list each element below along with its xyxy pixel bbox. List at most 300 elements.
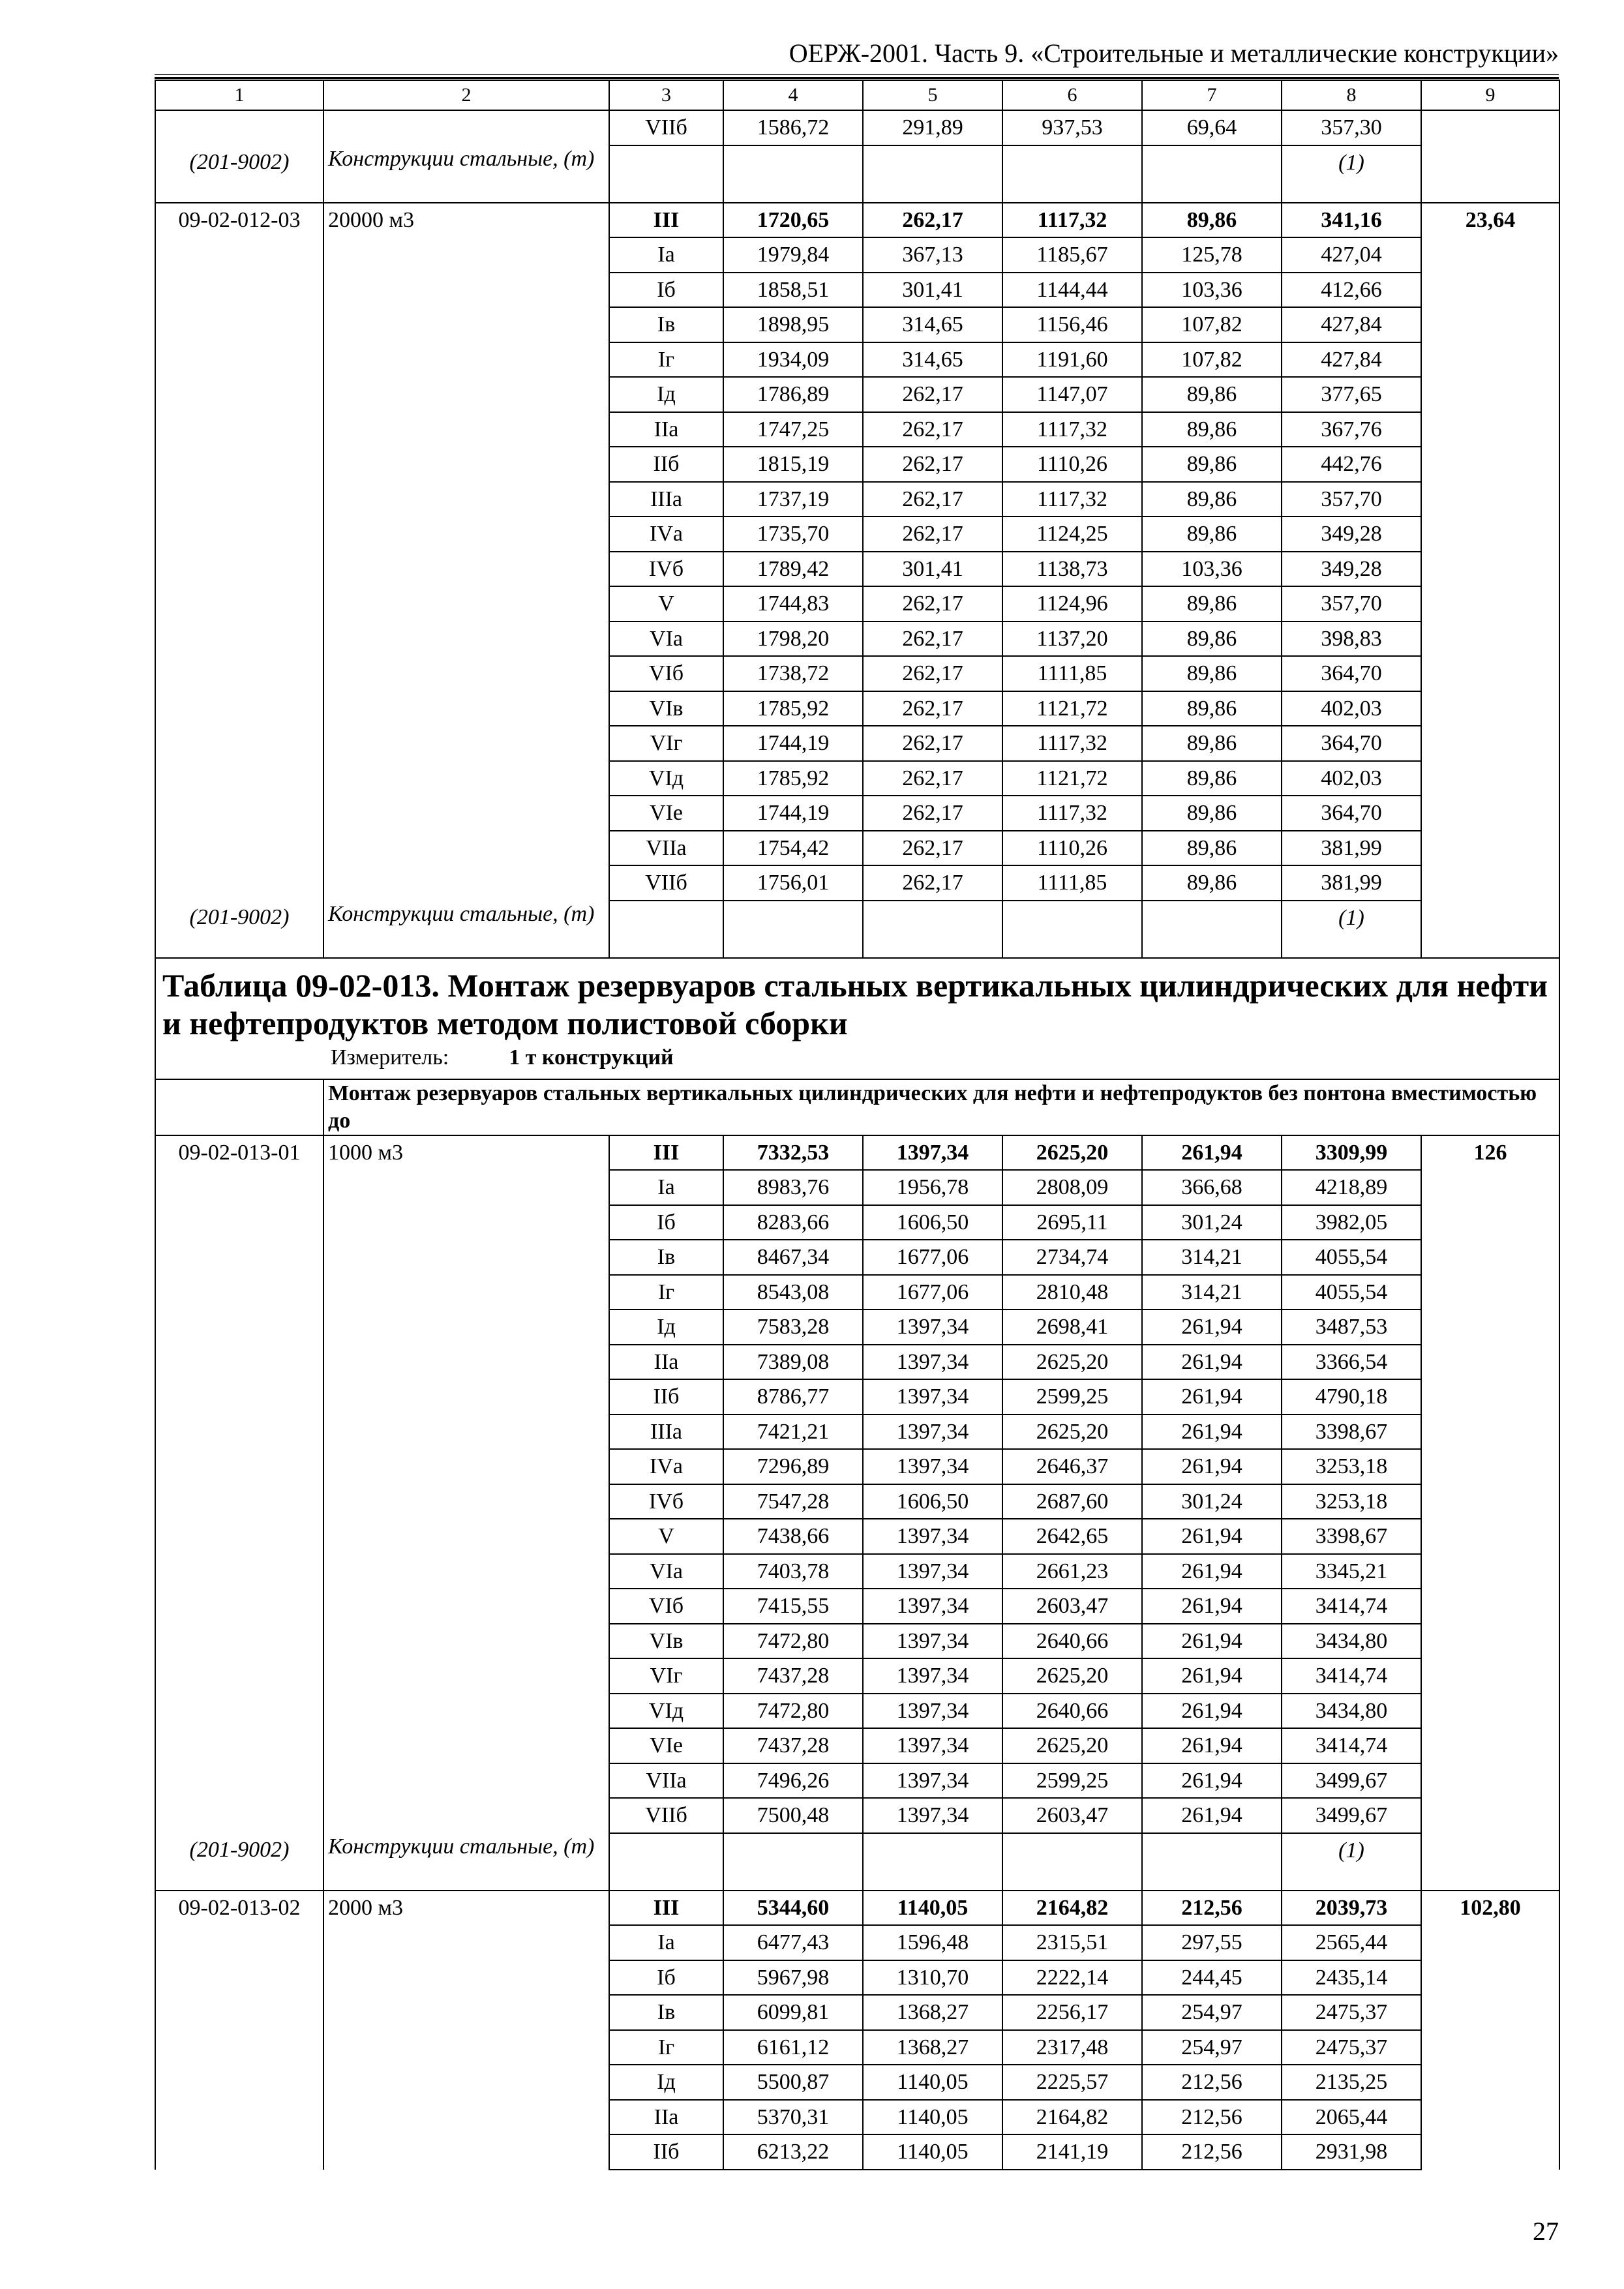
value-cell: 7438,66 xyxy=(723,1519,863,1554)
code-cell xyxy=(155,691,323,726)
zone-cell: Iг xyxy=(609,342,723,378)
zone-cell: Iб xyxy=(609,1960,723,1996)
c9-cell xyxy=(1421,1309,1559,1345)
value-cell: 1785,92 xyxy=(723,691,863,726)
value-cell: 89,86 xyxy=(1142,761,1282,796)
table-row xyxy=(155,1624,1559,1659)
c9-cell: 23,64 xyxy=(1421,203,1559,238)
c9-cell xyxy=(1421,1345,1559,1380)
c9-cell xyxy=(1421,342,1559,378)
empty-cell xyxy=(723,145,863,203)
value-cell: 1397,34 xyxy=(863,1135,1002,1171)
value-cell: 301,41 xyxy=(863,552,1002,587)
value-cell: 2625,20 xyxy=(1002,1728,1142,1763)
code-cell xyxy=(155,2030,323,2065)
name-cell xyxy=(323,1798,609,1833)
value-cell: 314,21 xyxy=(1142,1275,1282,1310)
zone-cell: VIа xyxy=(609,1554,723,1589)
code-cell: 09-02-013-01 xyxy=(155,1135,323,1171)
c9-cell xyxy=(1421,1449,1559,1484)
value-cell: 7500,48 xyxy=(723,1798,863,1833)
value-cell: 1754,42 xyxy=(723,831,863,866)
value-cell: 89,86 xyxy=(1142,621,1282,657)
value-cell: 2475,37 xyxy=(1282,2030,1421,2065)
empty-cell xyxy=(1002,1833,1142,1891)
name-cell xyxy=(323,761,609,796)
value-cell: 1156,46 xyxy=(1002,307,1142,342)
value-cell: 3398,67 xyxy=(1282,1519,1421,1554)
value-cell: 341,16 xyxy=(1282,203,1421,238)
value-cell: 89,86 xyxy=(1142,726,1282,761)
material-name: Конструкции стальные, (т) xyxy=(323,145,609,203)
value-cell: 3309,99 xyxy=(1282,1135,1421,1171)
value-cell: 261,94 xyxy=(1142,1728,1282,1763)
c9-cell xyxy=(1421,1833,1559,1891)
name-cell xyxy=(323,1960,609,1996)
value-cell: 349,28 xyxy=(1282,552,1421,587)
value-cell: 364,70 xyxy=(1282,656,1421,691)
zone-cell: VIIб xyxy=(609,865,723,901)
code-cell xyxy=(155,1798,323,1833)
c9-cell: 126 xyxy=(1421,1135,1559,1171)
name-cell xyxy=(323,2100,609,2135)
zone-cell: VIIа xyxy=(609,1763,723,1799)
table-row xyxy=(155,1891,1559,1926)
code-cell xyxy=(155,1345,323,1380)
value-cell: 262,17 xyxy=(863,761,1002,796)
value-cell: 3499,67 xyxy=(1282,1763,1421,1799)
value-cell: 398,83 xyxy=(1282,621,1421,657)
value-cell: 2661,23 xyxy=(1002,1554,1142,1589)
value-cell: 7415,55 xyxy=(723,1589,863,1624)
code-cell xyxy=(155,110,323,145)
c9-cell xyxy=(1421,1240,1559,1275)
value-cell: 6161,12 xyxy=(723,2030,863,2065)
value-cell: 2435,14 xyxy=(1282,1960,1421,1996)
name-cell: 1000 м3 xyxy=(323,1135,609,1171)
value-cell: 402,03 xyxy=(1282,691,1421,726)
material-name: Конструкции стальные, (т) xyxy=(323,901,609,958)
code-cell xyxy=(155,1658,323,1694)
table-row xyxy=(155,1960,1559,1996)
value-cell: 1786,89 xyxy=(723,377,863,412)
value-cell: 937,53 xyxy=(1002,110,1142,145)
value-cell: 1979,84 xyxy=(723,237,863,273)
table-title: Таблица 09-02-013. Монтаж резервуаров стальных вертикальных цилиндрических для нефти и нефтепродуктов методом полистовой сборки xyxy=(162,966,1548,1041)
value-cell: 89,86 xyxy=(1142,447,1282,482)
table-row xyxy=(155,1694,1559,1729)
value-cell: 262,17 xyxy=(863,691,1002,726)
value-cell: 261,94 xyxy=(1142,1414,1282,1450)
code-cell xyxy=(155,2100,323,2135)
table-row xyxy=(155,691,1559,726)
code-cell xyxy=(155,761,323,796)
value-cell: 357,70 xyxy=(1282,586,1421,621)
value-cell: 1310,70 xyxy=(863,1960,1002,1996)
table-row xyxy=(155,2065,1559,2100)
value-cell: 1140,05 xyxy=(863,2065,1002,2100)
value-cell: 349,28 xyxy=(1282,516,1421,552)
value-cell: 2475,37 xyxy=(1282,1995,1421,2030)
code-cell: 09-02-012-03 xyxy=(155,203,323,238)
zone-cell: V xyxy=(609,1519,723,1554)
value-cell: 1124,96 xyxy=(1002,586,1142,621)
value-cell: 2603,47 xyxy=(1002,1798,1142,1833)
value-cell: 402,03 xyxy=(1282,761,1421,796)
value-cell: 69,64 xyxy=(1142,110,1282,145)
value-cell: 262,17 xyxy=(863,447,1002,482)
value-cell: 4790,18 xyxy=(1282,1379,1421,1414)
code-cell xyxy=(155,1240,323,1275)
table-row xyxy=(155,377,1559,412)
section-header xyxy=(155,958,1559,1079)
code-cell xyxy=(155,1995,323,2030)
value-cell: 367,13 xyxy=(863,237,1002,273)
c9-cell xyxy=(1421,865,1559,901)
value-cell: 381,99 xyxy=(1282,865,1421,901)
name-cell xyxy=(323,1763,609,1799)
value-cell: 1144,44 xyxy=(1002,273,1142,308)
empty-cell xyxy=(609,145,723,203)
value-cell: 297,55 xyxy=(1142,1925,1282,1960)
value-cell: 1121,72 xyxy=(1002,761,1142,796)
value-cell: 261,94 xyxy=(1142,1589,1282,1624)
value-cell: 3487,53 xyxy=(1282,1309,1421,1345)
value-cell: 367,76 xyxy=(1282,412,1421,447)
zone-cell: IIа xyxy=(609,1345,723,1380)
value-cell: 4055,54 xyxy=(1282,1240,1421,1275)
name-cell xyxy=(323,831,609,866)
value-cell: 6477,43 xyxy=(723,1925,863,1960)
value-cell: 1397,34 xyxy=(863,1449,1002,1484)
c9-cell xyxy=(1421,2030,1559,2065)
c9-cell xyxy=(1421,1763,1559,1799)
value-cell: 8283,66 xyxy=(723,1205,863,1240)
table-row xyxy=(155,1658,1559,1694)
code-cell xyxy=(155,2134,323,2170)
value-cell: 2625,20 xyxy=(1002,1658,1142,1694)
value-cell: 89,86 xyxy=(1142,482,1282,517)
value-cell: 1744,19 xyxy=(723,796,863,831)
value-cell: 262,17 xyxy=(863,203,1002,238)
zone-cell: VIг xyxy=(609,1658,723,1694)
value-cell: 261,94 xyxy=(1142,1658,1282,1694)
value-cell: 412,66 xyxy=(1282,273,1421,308)
code-cell xyxy=(155,342,323,378)
name-cell xyxy=(323,1728,609,1763)
table-row xyxy=(155,1345,1559,1380)
value-cell: 2599,25 xyxy=(1002,1763,1142,1799)
code-cell xyxy=(155,1449,323,1484)
value-cell: 1789,42 xyxy=(723,552,863,587)
value-cell: 1397,34 xyxy=(863,1554,1002,1589)
zone-cell: VIIб xyxy=(609,110,723,145)
value-cell: 2225,57 xyxy=(1002,2065,1142,2100)
c9-cell xyxy=(1421,2100,1559,2135)
zone-cell: IIб xyxy=(609,447,723,482)
column-number: 1 xyxy=(155,80,323,110)
material-name: Конструкции стальные, (т) xyxy=(323,1833,609,1891)
column-number: 7 xyxy=(1142,80,1282,110)
code-cell xyxy=(155,621,323,657)
value-cell: 2565,44 xyxy=(1282,1925,1421,1960)
name-cell xyxy=(323,1414,609,1450)
c9-cell xyxy=(1421,691,1559,726)
zone-cell: IIIа xyxy=(609,482,723,517)
material-qty: (1) xyxy=(1282,145,1421,203)
value-cell: 2065,44 xyxy=(1282,2100,1421,2135)
value-cell: 1798,20 xyxy=(723,621,863,657)
value-cell: 261,94 xyxy=(1142,1694,1282,1729)
table-row xyxy=(155,586,1559,621)
c9-cell xyxy=(1421,1484,1559,1519)
table-row xyxy=(155,2030,1559,2065)
table-row xyxy=(155,901,1559,958)
value-cell: 254,97 xyxy=(1142,1995,1282,2030)
value-cell: 301,41 xyxy=(863,273,1002,308)
value-cell: 262,17 xyxy=(863,482,1002,517)
value-cell: 1397,34 xyxy=(863,1345,1002,1380)
zone-cell: Iа xyxy=(609,1925,723,1960)
value-cell: 427,04 xyxy=(1282,237,1421,273)
value-cell: 2222,14 xyxy=(1002,1960,1142,1996)
c9-cell xyxy=(1421,1205,1559,1240)
c9-cell xyxy=(1421,273,1559,308)
zone-cell: IVа xyxy=(609,1449,723,1484)
zone-cell: Iв xyxy=(609,1240,723,1275)
value-cell: 7437,28 xyxy=(723,1728,863,1763)
value-cell: 1140,05 xyxy=(863,2134,1002,2170)
value-cell: 1720,65 xyxy=(723,203,863,238)
zone-cell: VIв xyxy=(609,691,723,726)
value-cell: 262,17 xyxy=(863,831,1002,866)
table-row xyxy=(155,726,1559,761)
value-cell: 1191,60 xyxy=(1002,342,1142,378)
c9-cell xyxy=(1421,145,1559,203)
c9-cell xyxy=(1421,1554,1559,1589)
value-cell: 3398,67 xyxy=(1282,1414,1421,1450)
value-cell: 262,17 xyxy=(863,377,1002,412)
header-rule xyxy=(155,74,1559,79)
name-cell xyxy=(323,482,609,517)
value-cell: 1815,19 xyxy=(723,447,863,482)
table-row xyxy=(155,342,1559,378)
zone-cell: IIIа xyxy=(609,1414,723,1450)
zone-cell: VIв xyxy=(609,1624,723,1659)
value-cell: 2625,20 xyxy=(1002,1345,1142,1380)
value-cell: 2625,20 xyxy=(1002,1414,1142,1450)
c9-cell xyxy=(1421,412,1559,447)
c9-cell xyxy=(1421,1960,1559,1996)
column-number: 6 xyxy=(1002,80,1142,110)
empty-cell xyxy=(1002,901,1142,958)
table-row xyxy=(155,1484,1559,1519)
zone-cell: Iа xyxy=(609,1170,723,1205)
value-cell: 1744,83 xyxy=(723,586,863,621)
value-cell: 1397,34 xyxy=(863,1414,1002,1450)
code-cell xyxy=(155,865,323,901)
page-number: 27 xyxy=(1533,2217,1559,2246)
value-cell: 7403,78 xyxy=(723,1554,863,1589)
value-cell: 262,17 xyxy=(863,586,1002,621)
c9-cell xyxy=(1421,621,1559,657)
value-cell: 1117,32 xyxy=(1002,412,1142,447)
zone-cell: IIб xyxy=(609,1379,723,1414)
value-cell: 1121,72 xyxy=(1002,691,1142,726)
value-cell: 7547,28 xyxy=(723,1484,863,1519)
c9-cell xyxy=(1421,307,1559,342)
zone-cell: IIа xyxy=(609,412,723,447)
value-cell: 1735,70 xyxy=(723,516,863,552)
value-cell: 3434,80 xyxy=(1282,1694,1421,1729)
name-cell xyxy=(323,1170,609,1205)
zone-cell: IIа xyxy=(609,2100,723,2135)
table-row xyxy=(155,516,1559,552)
value-cell: 1397,34 xyxy=(863,1379,1002,1414)
code-cell xyxy=(155,1309,323,1345)
value-cell: 1785,92 xyxy=(723,761,863,796)
value-cell: 107,82 xyxy=(1142,342,1282,378)
code-cell xyxy=(155,552,323,587)
value-cell: 262,17 xyxy=(863,412,1002,447)
value-cell: 314,65 xyxy=(863,307,1002,342)
value-cell: 2646,37 xyxy=(1002,1449,1142,1484)
value-cell: 261,94 xyxy=(1142,1519,1282,1554)
value-cell: 1397,34 xyxy=(863,1694,1002,1729)
value-cell: 4218,89 xyxy=(1282,1170,1421,1205)
value-cell: 1606,50 xyxy=(863,1484,1002,1519)
name-cell xyxy=(323,307,609,342)
value-cell: 125,78 xyxy=(1142,237,1282,273)
value-cell: 291,89 xyxy=(863,110,1002,145)
subheading: Монтаж резервуаров стальных вертикальных цилиндрических для нефти и нефтепродуктов без понтона вместимостью до xyxy=(323,1079,1559,1135)
value-cell: 261,94 xyxy=(1142,1798,1282,1833)
table-row xyxy=(155,656,1559,691)
c9-cell xyxy=(1421,1589,1559,1624)
code-cell xyxy=(155,1414,323,1450)
code-cell xyxy=(155,1275,323,1310)
value-cell: 3345,21 xyxy=(1282,1554,1421,1589)
zone-cell: III xyxy=(609,1891,723,1926)
value-cell: 262,17 xyxy=(863,726,1002,761)
value-cell: 254,97 xyxy=(1142,2030,1282,2065)
table-row xyxy=(155,958,1559,1079)
value-cell: 1858,51 xyxy=(723,273,863,308)
table-row xyxy=(155,447,1559,482)
value-cell: 1117,32 xyxy=(1002,482,1142,517)
material-qty: (1) xyxy=(1282,901,1421,958)
zone-cell: VIб xyxy=(609,1589,723,1624)
value-cell: 1140,05 xyxy=(863,2100,1002,2135)
value-cell: 244,45 xyxy=(1142,1960,1282,1996)
name-cell: 2000 м3 xyxy=(323,1891,609,1926)
value-cell: 4055,54 xyxy=(1282,1275,1421,1310)
value-cell: 3434,80 xyxy=(1282,1624,1421,1659)
value-cell: 1397,34 xyxy=(863,1658,1002,1694)
value-cell: 3982,05 xyxy=(1282,1205,1421,1240)
value-cell: 2603,47 xyxy=(1002,1589,1142,1624)
name-cell xyxy=(323,2134,609,2170)
c9-cell xyxy=(1421,1925,1559,1960)
value-cell: 1744,19 xyxy=(723,726,863,761)
zone-cell: VIIа xyxy=(609,831,723,866)
table-row xyxy=(155,1135,1559,1171)
name-cell xyxy=(323,447,609,482)
value-cell: 1898,95 xyxy=(723,307,863,342)
value-cell: 262,17 xyxy=(863,516,1002,552)
empty-cell xyxy=(863,901,1002,958)
table-row xyxy=(155,1833,1559,1891)
name-cell xyxy=(323,377,609,412)
code-cell xyxy=(155,482,323,517)
name-cell xyxy=(323,726,609,761)
name-cell xyxy=(323,237,609,273)
name-cell xyxy=(323,342,609,378)
value-cell: 1737,19 xyxy=(723,482,863,517)
measure-value: 1 т конструкций xyxy=(509,1045,674,1070)
value-cell: 1397,34 xyxy=(863,1728,1002,1763)
value-cell: 2141,19 xyxy=(1002,2134,1142,2170)
value-cell: 364,70 xyxy=(1282,796,1421,831)
c9-cell xyxy=(1421,586,1559,621)
value-cell: 89,86 xyxy=(1142,412,1282,447)
value-cell: 7583,28 xyxy=(723,1309,863,1345)
zone-cell: VIIб xyxy=(609,1798,723,1833)
value-cell: 1596,48 xyxy=(863,1925,1002,1960)
value-cell: 1138,73 xyxy=(1002,552,1142,587)
c9-cell xyxy=(1421,1519,1559,1554)
c9-cell xyxy=(1421,1170,1559,1205)
c9-cell xyxy=(1421,377,1559,412)
material-code: (201-9002) xyxy=(155,145,323,203)
zone-cell: IIб xyxy=(609,2134,723,2170)
value-cell: 1111,85 xyxy=(1002,865,1142,901)
value-cell: 1397,34 xyxy=(863,1763,1002,1799)
value-cell: 442,76 xyxy=(1282,447,1421,482)
value-cell: 7332,53 xyxy=(723,1135,863,1171)
value-cell: 103,36 xyxy=(1142,273,1282,308)
table-row xyxy=(155,110,1559,145)
value-cell: 7472,80 xyxy=(723,1624,863,1659)
code-cell xyxy=(155,1763,323,1799)
value-cell: 5370,31 xyxy=(723,2100,863,2135)
table-row xyxy=(155,80,1559,110)
name-cell xyxy=(323,1624,609,1659)
code-cell xyxy=(155,1694,323,1729)
c9-cell xyxy=(1421,110,1559,145)
c9-cell xyxy=(1421,2134,1559,2170)
value-cell: 6213,22 xyxy=(723,2134,863,2170)
value-cell: 261,94 xyxy=(1142,1379,1282,1414)
name-cell xyxy=(323,1995,609,2030)
value-cell: 89,86 xyxy=(1142,796,1282,831)
name-cell xyxy=(323,1519,609,1554)
code-cell xyxy=(155,307,323,342)
value-cell: 261,94 xyxy=(1142,1763,1282,1799)
code-cell xyxy=(155,726,323,761)
empty-cell xyxy=(1142,1833,1282,1891)
c9-cell xyxy=(1421,796,1559,831)
value-cell: 1738,72 xyxy=(723,656,863,691)
value-cell: 2039,73 xyxy=(1282,1891,1421,1926)
name-cell xyxy=(323,1309,609,1345)
value-cell: 2640,66 xyxy=(1002,1694,1142,1729)
value-cell: 1397,34 xyxy=(863,1589,1002,1624)
value-cell: 7472,80 xyxy=(723,1694,863,1729)
table-row xyxy=(155,761,1559,796)
name-cell xyxy=(323,1484,609,1519)
value-cell: 366,68 xyxy=(1142,1170,1282,1205)
